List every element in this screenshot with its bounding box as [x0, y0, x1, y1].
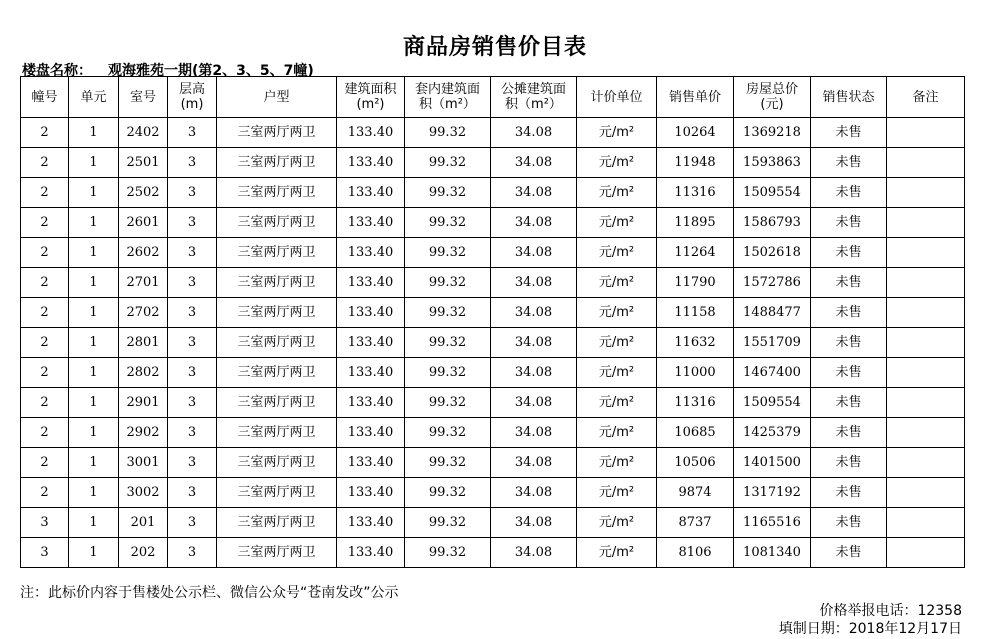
column-header-remark	[887, 77, 965, 118]
table-row	[21, 148, 965, 178]
cell-remark	[887, 208, 965, 238]
cell-floor-height: 3	[168, 508, 217, 538]
cell-room: 2501	[119, 148, 168, 178]
cell-total-price: 1369218	[734, 118, 811, 148]
cell-room: 2801	[119, 328, 168, 358]
table-row	[21, 328, 965, 358]
cell-room: 2702	[119, 298, 168, 328]
column-header-total-price	[734, 77, 811, 118]
cell-status: 未售	[811, 208, 887, 238]
page-title: 商品房销售价目表	[402, 35, 587, 60]
cell-room: 202	[119, 538, 168, 568]
cell-floor-height: 3	[168, 148, 217, 178]
cell-floor-height: 3	[168, 358, 217, 388]
column-header-line: 公摊建筑面	[500, 82, 566, 97]
cell-remark	[887, 418, 965, 448]
fill-date: 填制日期：2018年12月17日	[778, 621, 962, 637]
cell-building: 2	[21, 448, 69, 478]
cell-inner-area: 99.32	[405, 358, 491, 388]
cell-gross-area: 133.40	[337, 298, 405, 328]
cell-gross-area: 133.40	[337, 328, 405, 358]
column-header-gross-area	[337, 77, 405, 118]
cell-unit: 1	[69, 118, 119, 148]
cell-gross-area: 133.40	[337, 208, 405, 238]
project-label: 楼盘名称：	[22, 63, 92, 79]
cell-room: 3001	[119, 448, 168, 478]
cell-inner-area: 99.32	[405, 118, 491, 148]
column-header-line: 层高	[178, 82, 205, 97]
cell-gross-area: 133.40	[337, 448, 405, 478]
column-header-line: 房屋总价	[745, 82, 798, 97]
cell-status: 未售	[811, 508, 887, 538]
column-header-line: (元)	[760, 97, 784, 112]
cell-remark	[887, 538, 965, 568]
cell-price-unit: 元/m²	[577, 328, 657, 358]
column-header-line: 积（m²）	[505, 97, 562, 112]
cell-unit: 1	[69, 328, 119, 358]
table-row	[21, 388, 965, 418]
cell-floor-height: 3	[168, 178, 217, 208]
cell-room: 2701	[119, 268, 168, 298]
table-header-row	[21, 77, 965, 118]
cell-status: 未售	[811, 178, 887, 208]
cell-price-unit: 元/m²	[577, 388, 657, 418]
cell-room: 201	[119, 508, 168, 538]
cell-building: 2	[21, 328, 69, 358]
cell-total-price: 1081340	[734, 538, 811, 568]
cell-floor-height: 3	[168, 328, 217, 358]
cell-shared-area: 34.08	[491, 178, 577, 208]
cell-price-unit: 元/m²	[577, 268, 657, 298]
cell-shared-area: 34.08	[491, 208, 577, 238]
table-row	[21, 358, 965, 388]
cell-total-price: 1551709	[734, 328, 811, 358]
cell-building: 2	[21, 478, 69, 508]
cell-gross-area: 133.40	[337, 478, 405, 508]
cell-status: 未售	[811, 238, 887, 268]
cell-unit-price: 11790	[657, 268, 734, 298]
cell-status: 未售	[811, 298, 887, 328]
cell-unit-price: 11316	[657, 178, 734, 208]
cell-inner-area: 99.32	[405, 148, 491, 178]
cell-total-price: 1593863	[734, 148, 811, 178]
cell-unit: 1	[69, 298, 119, 328]
cell-remark	[887, 238, 965, 268]
cell-layout: 三室两厅两卫	[217, 148, 337, 178]
cell-unit-price: 11895	[657, 208, 734, 238]
cell-remark	[887, 448, 965, 478]
cell-layout: 三室两厅两卫	[217, 538, 337, 568]
cell-shared-area: 34.08	[491, 388, 577, 418]
column-header-line: 积（m²）	[419, 97, 476, 112]
cell-shared-area: 34.08	[491, 268, 577, 298]
cell-gross-area: 133.40	[337, 388, 405, 418]
column-header-inner-area	[405, 77, 491, 118]
cell-inner-area: 99.32	[405, 238, 491, 268]
table-row	[21, 298, 965, 328]
cell-shared-area: 34.08	[491, 238, 577, 268]
table-row	[21, 178, 965, 208]
cell-unit: 1	[69, 358, 119, 388]
cell-building: 2	[21, 178, 69, 208]
cell-remark	[887, 118, 965, 148]
cell-room: 2402	[119, 118, 168, 148]
cell-gross-area: 133.40	[337, 538, 405, 568]
cell-gross-area: 133.40	[337, 268, 405, 298]
cell-layout: 三室两厅两卫	[217, 418, 337, 448]
column-header-line: (m²)	[356, 97, 385, 112]
table-body	[21, 118, 965, 568]
column-header-line: 备注	[912, 89, 939, 105]
table-row	[21, 538, 965, 568]
cell-total-price: 1509554	[734, 178, 811, 208]
cell-price-unit: 元/m²	[577, 358, 657, 388]
cell-unit-price: 8737	[657, 508, 734, 538]
cell-total-price: 1165516	[734, 508, 811, 538]
column-header-line: 计价单位	[590, 89, 643, 105]
cell-room: 2502	[119, 178, 168, 208]
cell-inner-area: 99.32	[405, 328, 491, 358]
cell-price-unit: 元/m²	[577, 118, 657, 148]
cell-price-unit: 元/m²	[577, 538, 657, 568]
column-header-line: (m)	[180, 97, 204, 112]
cell-price-unit: 元/m²	[577, 208, 657, 238]
cell-floor-height: 3	[168, 478, 217, 508]
cell-remark	[887, 148, 965, 178]
cell-building: 2	[21, 238, 69, 268]
cell-layout: 三室两厅两卫	[217, 478, 337, 508]
column-header-status	[811, 77, 887, 118]
cell-floor-height: 3	[168, 208, 217, 238]
cell-inner-area: 99.32	[405, 268, 491, 298]
column-header-price-unit	[577, 77, 657, 118]
cell-layout: 三室两厅两卫	[217, 238, 337, 268]
column-header-unit	[69, 77, 119, 118]
cell-remark	[887, 388, 965, 418]
cell-unit: 1	[69, 538, 119, 568]
cell-gross-area: 133.40	[337, 418, 405, 448]
cell-unit-price: 11000	[657, 358, 734, 388]
cell-building: 2	[21, 148, 69, 178]
project-name: 观海雅苑一期(第2、3、5、7幢)	[108, 63, 314, 79]
cell-floor-height: 3	[168, 388, 217, 418]
table-row	[21, 118, 965, 148]
cell-total-price: 1586793	[734, 208, 811, 238]
cell-shared-area: 34.08	[491, 148, 577, 178]
cell-building: 2	[21, 418, 69, 448]
column-header-room	[119, 77, 168, 118]
cell-remark	[887, 268, 965, 298]
cell-unit-price: 11948	[657, 148, 734, 178]
cell-status: 未售	[811, 388, 887, 418]
cell-shared-area: 34.08	[491, 478, 577, 508]
price-table	[20, 76, 965, 568]
cell-unit-price: 11158	[657, 298, 734, 328]
cell-gross-area: 133.40	[337, 358, 405, 388]
cell-unit: 1	[69, 418, 119, 448]
cell-shared-area: 34.08	[491, 358, 577, 388]
cell-total-price: 1488477	[734, 298, 811, 328]
cell-price-unit: 元/m²	[577, 478, 657, 508]
table-row	[21, 448, 965, 478]
column-header-line: 销售单价	[668, 89, 721, 105]
column-header-line: 户型	[263, 89, 290, 105]
table-row	[21, 508, 965, 538]
cell-unit-price: 8106	[657, 538, 734, 568]
cell-price-unit: 元/m²	[577, 298, 657, 328]
report-phone: 价格举报电话：12358	[819, 603, 962, 619]
cell-layout: 三室两厅两卫	[217, 178, 337, 208]
cell-remark	[887, 508, 965, 538]
cell-shared-area: 34.08	[491, 328, 577, 358]
cell-floor-height: 3	[168, 118, 217, 148]
cell-unit-price: 10506	[657, 448, 734, 478]
cell-unit-price: 10685	[657, 418, 734, 448]
cell-floor-height: 3	[168, 298, 217, 328]
cell-shared-area: 34.08	[491, 508, 577, 538]
cell-inner-area: 99.32	[405, 388, 491, 418]
note-text: 注：此标价内容于售楼处公示栏、微信公众号“苍南发改”公示	[20, 585, 399, 601]
cell-price-unit: 元/m²	[577, 238, 657, 268]
column-header-building	[21, 77, 69, 118]
cell-unit: 1	[69, 268, 119, 298]
cell-unit-price: 11632	[657, 328, 734, 358]
table-row	[21, 478, 965, 508]
cell-total-price: 1467400	[734, 358, 811, 388]
cell-shared-area: 34.08	[491, 418, 577, 448]
cell-layout: 三室两厅两卫	[217, 448, 337, 478]
cell-price-unit: 元/m²	[577, 148, 657, 178]
cell-shared-area: 34.08	[491, 298, 577, 328]
cell-inner-area: 99.32	[405, 538, 491, 568]
cell-layout: 三室两厅两卫	[217, 328, 337, 358]
cell-price-unit: 元/m²	[577, 448, 657, 478]
cell-layout: 三室两厅两卫	[217, 298, 337, 328]
cell-floor-height: 3	[168, 448, 217, 478]
cell-price-unit: 元/m²	[577, 178, 657, 208]
cell-status: 未售	[811, 448, 887, 478]
cell-inner-area: 99.32	[405, 298, 491, 328]
cell-layout: 三室两厅两卫	[217, 508, 337, 538]
cell-layout: 三室两厅两卫	[217, 118, 337, 148]
cell-gross-area: 133.40	[337, 118, 405, 148]
table-row	[21, 238, 965, 268]
cell-total-price: 1317192	[734, 478, 811, 508]
cell-room: 3002	[119, 478, 168, 508]
cell-price-unit: 元/m²	[577, 508, 657, 538]
cell-building: 2	[21, 118, 69, 148]
cell-remark	[887, 178, 965, 208]
column-header-line: 销售状态	[822, 89, 875, 105]
cell-status: 未售	[811, 118, 887, 148]
cell-floor-height: 3	[168, 538, 217, 568]
column-header-layout	[217, 77, 337, 118]
column-header-shared-area	[491, 77, 577, 118]
cell-unit: 1	[69, 448, 119, 478]
cell-status: 未售	[811, 328, 887, 358]
cell-layout: 三室两厅两卫	[217, 208, 337, 238]
cell-inner-area: 99.32	[405, 448, 491, 478]
cell-price-unit: 元/m²	[577, 418, 657, 448]
cell-room: 2802	[119, 358, 168, 388]
cell-unit: 1	[69, 508, 119, 538]
cell-status: 未售	[811, 538, 887, 568]
cell-shared-area: 34.08	[491, 538, 577, 568]
cell-total-price: 1401500	[734, 448, 811, 478]
cell-total-price: 1509554	[734, 388, 811, 418]
cell-inner-area: 99.32	[405, 418, 491, 448]
cell-floor-height: 3	[168, 268, 217, 298]
cell-unit-price: 9874	[657, 478, 734, 508]
cell-gross-area: 133.40	[337, 148, 405, 178]
table-row	[21, 208, 965, 238]
column-header-line: 单元	[80, 89, 107, 105]
cell-gross-area: 133.40	[337, 178, 405, 208]
cell-unit-price: 11316	[657, 388, 734, 418]
cell-total-price: 1502618	[734, 238, 811, 268]
cell-remark	[887, 478, 965, 508]
cell-remark	[887, 328, 965, 358]
cell-status: 未售	[811, 148, 887, 178]
cell-building: 3	[21, 538, 69, 568]
cell-unit: 1	[69, 238, 119, 268]
cell-room: 2602	[119, 238, 168, 268]
cell-status: 未售	[811, 478, 887, 508]
cell-building: 3	[21, 508, 69, 538]
column-header-line: 建筑面积	[344, 82, 397, 97]
cell-unit-price: 11264	[657, 238, 734, 268]
cell-remark	[887, 298, 965, 328]
cell-remark	[887, 358, 965, 388]
cell-total-price: 1425379	[734, 418, 811, 448]
cell-unit: 1	[69, 208, 119, 238]
cell-building: 2	[21, 388, 69, 418]
cell-inner-area: 99.32	[405, 508, 491, 538]
cell-room: 2902	[119, 418, 168, 448]
cell-gross-area: 133.40	[337, 508, 405, 538]
cell-unit: 1	[69, 478, 119, 508]
cell-room: 2901	[119, 388, 168, 418]
cell-layout: 三室两厅两卫	[217, 268, 337, 298]
column-header-unit-price	[657, 77, 734, 118]
cell-shared-area: 34.08	[491, 118, 577, 148]
cell-layout: 三室两厅两卫	[217, 358, 337, 388]
cell-building: 2	[21, 358, 69, 388]
cell-unit: 1	[69, 148, 119, 178]
cell-inner-area: 99.32	[405, 478, 491, 508]
cell-inner-area: 99.32	[405, 208, 491, 238]
cell-room: 2601	[119, 208, 168, 238]
table-row	[21, 418, 965, 448]
cell-unit: 1	[69, 178, 119, 208]
cell-status: 未售	[811, 268, 887, 298]
column-header-line: 幢号	[31, 89, 58, 105]
cell-status: 未售	[811, 418, 887, 448]
cell-building: 2	[21, 268, 69, 298]
cell-shared-area: 34.08	[491, 448, 577, 478]
cell-inner-area: 99.32	[405, 178, 491, 208]
column-header-floor-height	[168, 77, 217, 118]
column-header-line: 室号	[129, 89, 156, 105]
cell-building: 2	[21, 208, 69, 238]
cell-floor-height: 3	[168, 238, 217, 268]
table-row	[21, 268, 965, 298]
cell-layout: 三室两厅两卫	[217, 388, 337, 418]
cell-total-price: 1572786	[734, 268, 811, 298]
cell-status: 未售	[811, 358, 887, 388]
cell-unit-price: 10264	[657, 118, 734, 148]
cell-unit: 1	[69, 388, 119, 418]
cell-building: 2	[21, 298, 69, 328]
cell-floor-height: 3	[168, 418, 217, 448]
cell-gross-area: 133.40	[337, 238, 405, 268]
column-header-line: 套内建筑面	[414, 82, 480, 97]
